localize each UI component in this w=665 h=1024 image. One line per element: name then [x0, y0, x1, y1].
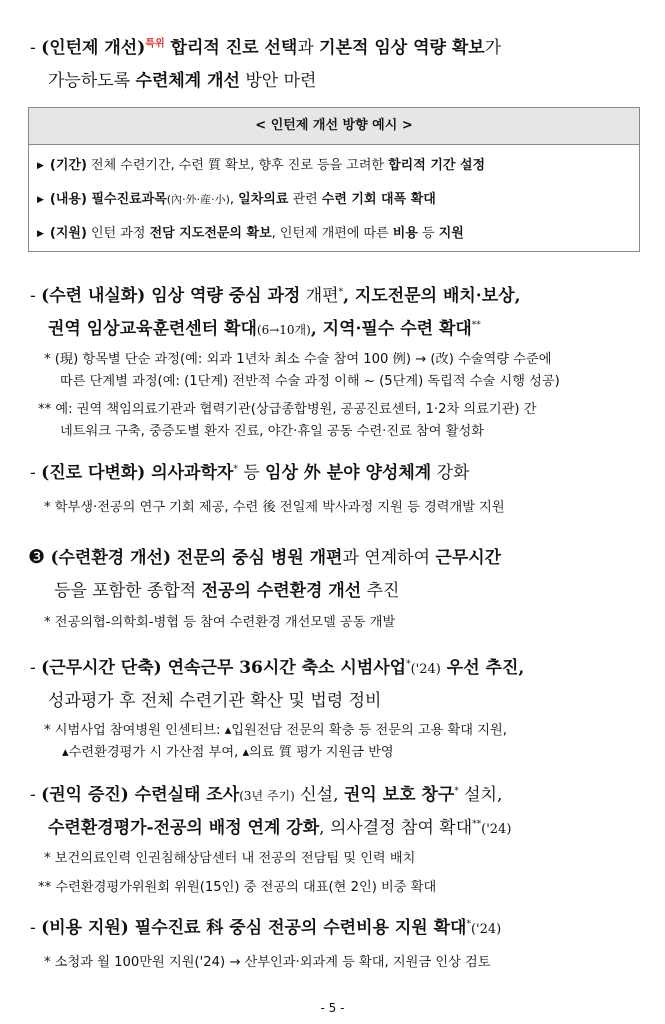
s6-t1: 수련실태 조사 — [128, 785, 240, 805]
s4-label: (수련환경 개선) — [50, 548, 171, 568]
s2-t1: 임상 역량 중심 과정 — [145, 286, 301, 306]
box-i3-a: 인턴 과정 — [86, 226, 150, 241]
s7-t3: ('24) — [470, 922, 502, 937]
s1-line1 — [30, 33, 501, 58]
s2-t3: , 지도전문의 배치·보상, — [343, 286, 521, 306]
s6-t3: 신설, — [294, 785, 344, 805]
s4-note: * 전공의협-의학회-병협 등 참여 수련환경 개선모델 공동 개발 — [44, 615, 396, 630]
s5-sup: * — [406, 659, 411, 670]
s7-note: * 소청과 월 100만원 지원('24) → 산부인과·외과계 등 확대, 지원금 인상 검토 — [44, 955, 491, 970]
s6-l2a: 수련환경평가-전공의 배정 연계 강화 — [48, 818, 320, 838]
box-i3-f: 지원 — [438, 226, 464, 241]
s1-t1: 합리적 진로 선택 — [164, 38, 298, 58]
s3-note: * 학부생·전공의 연구 기회 제공, 수련 後 전일제 박사과정 지원 등 경력개발 지원 — [44, 500, 505, 515]
s5-line2: 성과평가 후 전체 수련기관 확산 및 법령 정비 — [48, 691, 382, 711]
s4-l2a: 등을 포함한 종합적 — [54, 581, 202, 601]
s2-note1b: 따른 단계별 과정(예: (1단계) 전반적 수술 과정 이해 ~ (5단계) 독립적 수술 시행 성공) — [60, 374, 560, 389]
s5-t2: ('24) — [410, 662, 441, 677]
s7-t2: 전공의 수련비용 지원 확대 — [268, 918, 467, 938]
box-i1-label: (기간) — [49, 158, 87, 173]
special-badge: 특위 — [145, 38, 165, 50]
s5-t3: 우선 추진, — [440, 658, 525, 678]
s2-note2b: 네트워크 구축, 중증도별 환자 진료, 야간·휴일 공동 수련·진료 참여 활성화 — [60, 424, 484, 439]
s6-t5: 설치, — [458, 785, 503, 805]
s1-l2b: 수련체계 개선 — [135, 71, 240, 91]
s4-t2: 과 연계하여 — [342, 548, 436, 568]
circled-number-3-icon: ❸ — [28, 546, 46, 568]
box-i2-label: (내용) — [49, 192, 87, 207]
dash: - — [30, 38, 36, 58]
s2-l2b: (6→10개) — [256, 323, 311, 337]
s7-sup: * — [466, 919, 471, 930]
triangle-bullet-icon: ▶ — [37, 161, 44, 171]
s2-l2c: , 지역·필수 수련 확대 — [310, 319, 472, 339]
s2-label: (수련 내실화) — [41, 286, 146, 306]
box-i3-b: 전담 지도전문의 확보 — [149, 226, 272, 241]
page-number: - 5 - — [320, 1001, 345, 1015]
s3-t3: 임상 外 분야 양성체계 — [265, 463, 432, 483]
box-i1-a: 전체 수련기간, 수련 質 확보, 향후 진로 등을 고려한 — [86, 158, 389, 173]
box-i2-b: (內·外·産·小) — [166, 193, 230, 206]
box-i3-e: 등 — [417, 226, 439, 241]
s7-label: (비용 지원) — [41, 918, 129, 938]
s1-label: (인턴제 개선) — [41, 38, 146, 58]
s5-n1a: * 시범사업 참여병원 인센티브: — [44, 723, 225, 738]
s3-t1: 의사과학자 — [145, 463, 234, 483]
s6-l2b: , 의사결정 참여 확대 — [319, 818, 473, 838]
s6-label: (권익 증진) — [41, 785, 129, 805]
box-i2-f: 수련 기회 대폭 확대 — [321, 192, 436, 207]
s5-line1 — [30, 653, 524, 678]
s6-t2: (3년 주기) — [239, 789, 295, 803]
dash: - — [30, 658, 36, 678]
s3-label: (진로 다변화) — [41, 463, 146, 483]
box-i3-d: 비용 — [392, 226, 418, 241]
dash: - — [30, 286, 36, 306]
s6-sup2: ** — [472, 819, 482, 830]
s3-line1 — [30, 458, 469, 483]
s5-n1b: ▴입원전담 전문의 확충 등 전문의 고용 확대 지원, — [224, 723, 507, 738]
s5-note1 — [44, 719, 507, 738]
s6-sup1: * — [454, 786, 459, 797]
s7-t1: 필수진료 科 중심 — [128, 918, 269, 938]
s3-t2: 등 — [237, 463, 266, 483]
triangle-bullet-icon: ▶ — [37, 229, 44, 239]
s6-note1: * 보건의료인력 인권침해상담센터 내 전공의 전담팀 및 인력 배치 — [44, 851, 416, 866]
s1-t4: 가 — [484, 38, 502, 58]
s2-sup1: * — [338, 287, 344, 298]
s5-t1: 연속근무 36시간 축소 시범사업 — [161, 658, 407, 678]
box-i1-b: 합리적 기간 설정 — [388, 158, 486, 173]
box-item-content — [37, 188, 436, 207]
box-i2-c: , — [229, 192, 239, 207]
s1-line2 — [48, 66, 316, 91]
box-i3-c: , 인턴제 개편에 따른 — [271, 226, 393, 241]
box-i2-a: 필수진료과목 — [86, 192, 167, 207]
s2-l2a: 권역 임상교육훈련센터 확대 — [48, 319, 257, 339]
s2-note2a: ** 예: 권역 책임의료기관과 협력기관(상급종합병원, 공공진료센터, 1·2차 의료기관) 간 — [38, 402, 537, 417]
s1-l2c: 방안 마련 — [239, 71, 317, 91]
box-i3-label: (지원) — [49, 226, 87, 241]
s6-l2c: ('24) — [481, 822, 512, 837]
s4-l2c: 추진 — [361, 581, 400, 601]
s2-line2 — [48, 314, 481, 339]
s3-sup: * — [233, 464, 238, 475]
s2-sup2: ** — [471, 320, 481, 331]
s4-t1: 전문의 중심 병원 개편 — [171, 548, 343, 568]
s1-t2: 과 — [297, 38, 320, 58]
s4-line2 — [54, 576, 399, 601]
s2-t2: 개편 — [300, 286, 339, 306]
box-i2-d: 일차의료 — [238, 192, 289, 207]
s1-l2a: 가능하도록 — [48, 71, 136, 91]
box-item-support — [37, 222, 464, 241]
s2-line1 — [30, 281, 520, 306]
s2-note1a: * (現) 항목별 단순 과정(예: 외과 1년차 최소 수술 참여 100 例) → (改) 수술역량 수준에 — [44, 352, 552, 367]
s7-line1 — [30, 913, 501, 938]
s5-note2: ▴수련환경평가 시 가산점 부여, ▴의료 質 평가 지원금 반영 — [62, 745, 394, 760]
dash: - — [30, 918, 36, 938]
s6-note2: ** 수련환경평가위원회 위원(15인) 중 전공의 대표(현 2인) 비중 확대 — [38, 880, 437, 895]
s4-t3: 근무시간 — [435, 548, 502, 568]
internship-example-box — [28, 107, 640, 252]
s1-t3: 기본적 임상 역량 확보 — [319, 38, 485, 58]
s3-t4: 강화 — [431, 463, 470, 483]
s6-line1 — [30, 780, 502, 805]
dash: - — [30, 785, 36, 805]
box-item-period — [37, 154, 485, 173]
s5-label: (근무시간 단축) — [41, 658, 162, 678]
box-title: < 인턴제 개선 방향 예시 > — [29, 108, 639, 145]
s4-l2b: 전공의 수련환경 개선 — [201, 581, 362, 601]
triangle-bullet-icon: ▶ — [37, 195, 44, 205]
box-i2-e: 관련 — [288, 192, 322, 207]
s4-line1 — [28, 543, 501, 568]
s6-t4: 권익 보호 창구 — [343, 785, 455, 805]
s6-line2 — [48, 813, 511, 838]
dash: - — [30, 463, 36, 483]
